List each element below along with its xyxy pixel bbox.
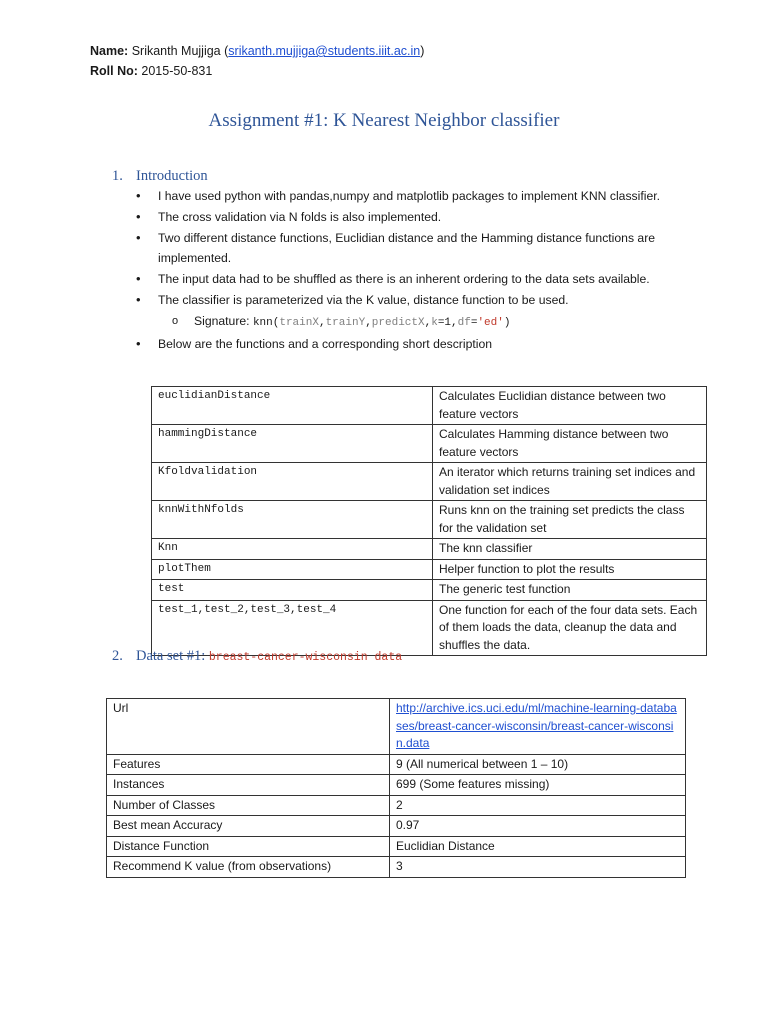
sig-comma: ,: [424, 317, 432, 329]
email-link[interactable]: srikanth.mujjiga@students.iiit.ac.in: [228, 44, 421, 58]
property-value-cell: [390, 699, 686, 755]
property-label-cell: Distance Function: [107, 836, 390, 857]
function-name-cell: knnWithNfolds: [152, 501, 433, 539]
table-row: [107, 857, 686, 878]
function-name-cell: plotThem: [152, 559, 433, 580]
name-close: ): [420, 44, 425, 58]
property-value-cell: 2: [390, 795, 686, 816]
property-label-cell: Features: [107, 754, 390, 775]
dataset-name: breast-cancer-wisconsin data: [208, 651, 403, 664]
table-row: [107, 816, 686, 837]
function-description-cell: Runs knn on the training set predicts the class for the validation set: [433, 501, 707, 539]
section-1-number: 1.: [112, 168, 123, 184]
property-value-cell: 3: [390, 857, 686, 878]
table-row: [107, 795, 686, 816]
sig-close: ): [503, 317, 511, 329]
roll-line: [90, 63, 212, 79]
list-item: • I have used python with pandas,numpy and matplotlib packages to implement KNN classifier.: [136, 186, 696, 206]
table-row: [107, 775, 686, 796]
sig-val: =1,: [437, 317, 458, 329]
property-label-cell: Recommend K value (from observations): [107, 857, 390, 878]
property-label-cell: Instances: [107, 775, 390, 796]
list-item: • Below are the functions and a corresponding short description: [136, 334, 696, 354]
intro-bullet-list: [136, 186, 696, 355]
sig-comma: ,: [365, 317, 372, 329]
list-item: • Two different distance functions, Euclidian distance and the Hamming distance functions are implemented.: [136, 228, 696, 268]
property-value-cell: Euclidian Distance: [390, 836, 686, 857]
section-2-number: 2.: [112, 648, 123, 664]
function-description-cell: The knn classifier: [433, 539, 707, 560]
function-name-cell: test_1,test_2,test_3,test_4: [152, 600, 433, 656]
section-1-heading: [112, 168, 208, 185]
section-2-heading: [112, 648, 402, 665]
sig-comma: ,: [318, 317, 326, 329]
name-line: [90, 43, 424, 59]
table-row: [152, 387, 707, 425]
table-row: [152, 559, 707, 580]
sig-arg: trainX: [279, 317, 319, 329]
section-1-title: Introduction: [136, 168, 208, 184]
function-name-cell: Knn: [152, 539, 433, 560]
table-row: [152, 539, 707, 560]
table-row: [107, 754, 686, 775]
dataset-url-link[interactable]: http://archive.ics.uci.edu/ml/machine-learning-databases/breast-cancer-wisconsin/breast-cancer-wisconsin.data: [396, 701, 677, 750]
function-description-cell: Helper function to plot the results: [433, 559, 707, 580]
function-description-cell: Calculates Euclidian distance between two feature vectors: [433, 387, 707, 425]
sig-string: 'ed': [477, 317, 504, 329]
name-label: Name:: [90, 44, 129, 58]
section-2-title: Data set #1:: [136, 648, 206, 664]
sig-eq: =: [470, 317, 478, 329]
roll-value: 2015-50-831: [141, 64, 213, 78]
table-row: [107, 836, 686, 857]
function-description-cell: Calculates Hamming distance between two feature vectors: [433, 425, 707, 463]
functions-table: [151, 386, 707, 656]
signature-code: [253, 317, 511, 329]
dataset-table: [106, 698, 686, 878]
sig-kw: k: [431, 317, 438, 329]
signature-label: Signature:: [194, 314, 250, 328]
document-title: Assignment #1: K Nearest Neighbor classifier: [208, 110, 560, 131]
sig-arg: predictX: [371, 317, 425, 329]
sig-fn: knn(: [252, 317, 280, 329]
property-value-cell: 9 (All numerical between 1 – 10): [390, 754, 686, 775]
list-item: • The input data had to be shuffled as there is an inherent ordering to the data sets available.: [136, 269, 696, 289]
function-description-cell: One function for each of the four data sets. Each of them loads the data, cleanup the data and shuffles the data.: [433, 600, 707, 656]
property-label-cell: Best mean Accuracy: [107, 816, 390, 837]
function-description-cell: The generic test function: [433, 580, 707, 601]
list-item: • The classifier is parameterized via the K value, distance function to be used.: [136, 290, 696, 310]
table-row: [107, 699, 686, 755]
table-row: [152, 425, 707, 463]
function-name-cell: euclidianDistance: [152, 387, 433, 425]
roll-label: Roll No:: [90, 64, 138, 78]
sig-arg: trainY: [325, 317, 366, 329]
signature-item: [136, 311, 696, 333]
function-name-cell: test: [152, 580, 433, 601]
property-value-cell: 699 (Some features missing): [390, 775, 686, 796]
function-description-cell: An iterator which returns training set indices and validation set indices: [433, 463, 707, 501]
sig-kw: df: [457, 317, 471, 329]
table-row: [152, 580, 707, 601]
function-name-cell: Kfoldvalidation: [152, 463, 433, 501]
function-name-cell: hammingDistance: [152, 425, 433, 463]
property-label-cell: Number of Classes: [107, 795, 390, 816]
name-value: Srikanth Mujjiga (: [131, 44, 229, 58]
table-row: [152, 463, 707, 501]
property-label-cell: Url: [107, 699, 390, 755]
list-item: • The cross validation via N folds is also implemented.: [136, 207, 696, 227]
table-row: [152, 501, 707, 539]
property-value-cell: 0.97: [390, 816, 686, 837]
